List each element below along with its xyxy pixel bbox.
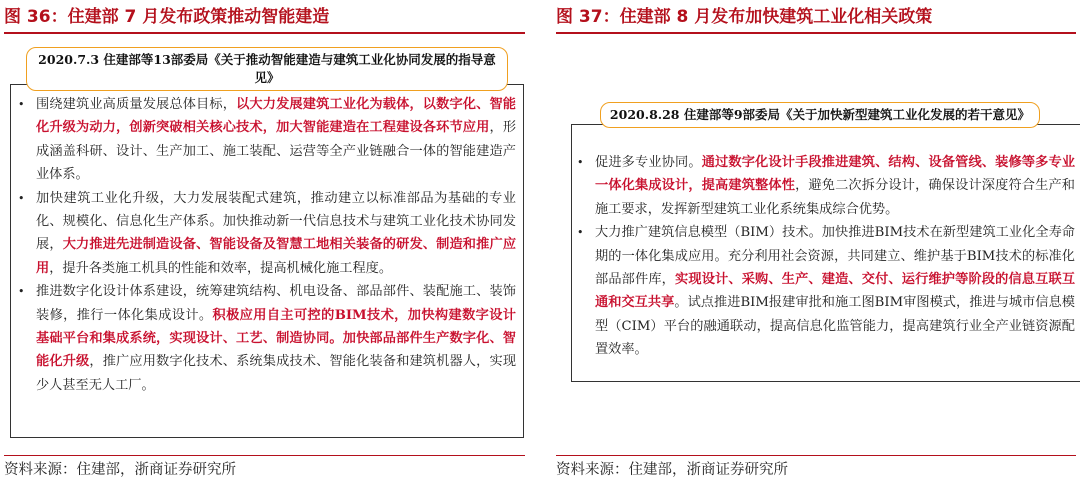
- right-figure-title: 图 37：住建部 8 月发布加快建筑工业化相关政策: [556, 7, 933, 27]
- bullet-icon: •: [18, 285, 25, 299]
- left-source-note: 资料来源：住建部，浙商证券研究所: [4, 462, 236, 478]
- highlighted-text: 积极应用自主可控的BIM技术，加快构建数字设计基础平台和集成系统，实现设计、工艺、制造协同。加快部品部件生产数字化、智能化升级: [36, 307, 516, 370]
- body-text: ，推广应用数字化技术、系统集成技术、智能化装备和建筑机器人，实现少人甚至无人工厂。: [36, 354, 517, 393]
- policy-list-item: [16, 187, 516, 281]
- body-text: 。试点推进BIM报建审批和施工图BIM审图模式，推进与城市信息模型（CIM）平台的融通联动，提高信息化监管能力，提高建筑行业全产业链资源配置效率。: [595, 295, 1075, 358]
- body-text: 加快建筑工业化升级，大力发展装配式建筑，推动建立以标准部品为基础的专业化、规模化、信息化生产体系。加快推动新一代信息技术与建筑工业化技术协同发展，: [36, 190, 516, 253]
- left-figure-title: 图 36：住建部 7 月发布政策推动智能建造: [4, 7, 330, 27]
- policy-list-item: [575, 151, 1075, 221]
- right-policy-heading: 2020.8.28 住建部等9部委局《关于加快新型建筑工业化发展的若干意见》: [600, 102, 1040, 128]
- body-text: 促进多专业协同。: [595, 155, 702, 170]
- bullet-icon: •: [18, 191, 25, 205]
- left-title-rule: [4, 32, 525, 34]
- policy-list-item: [16, 280, 516, 397]
- highlighted-text: 大力推进先进制造设备、智能设备及智慧工地相关装备的研发、制造和推广应用: [36, 237, 517, 276]
- body-text: ，提升各类施工机具的性能和效率，提高机械化施工程度。: [49, 260, 393, 276]
- bullet-icon: •: [577, 226, 584, 240]
- right-title-rule: [556, 32, 1076, 34]
- right-bottom-rule: [556, 455, 1076, 456]
- body-text: ，避免二次拆分设计，确保设计深度符合生产和施工要求，发挥新型建筑工业化系统集成综合优势。: [595, 178, 1075, 217]
- left-policy-heading: 2020.7.3 住建部等13部委局《关于推动智能建造与建筑工业化协同发展的指导意见》: [26, 47, 508, 91]
- right-source-note: 资料来源：住建部，浙商证券研究所: [556, 462, 788, 478]
- highlighted-text: 以大力发展建筑工业化为载体，以数字化、智能化升级为动力，创新突破相关核心技术，加大智能建造在工程建设各环节应用: [36, 97, 516, 136]
- body-text: 推进数字化设计体系建设，统筹建筑结构、机电设备、部品部件、装配施工、装饰装修，推行一体化集成设计。: [36, 284, 516, 323]
- highlighted-text: 通过数字化设计手段推进建筑、结构、设备管线、装修等多专业一体化集成设计，提高建筑整体性: [595, 155, 1076, 194]
- left-policy-list: [16, 93, 516, 397]
- body-text: 大力推广建筑信息模型（BIM）技术。加快推进BIM技术在新型建筑工业化全寿命期的一体化集成应用。充分利用社会资源，共同建立、维护基于BIM技术的标准化部品部件库，: [595, 225, 1075, 288]
- right-policy-list: [575, 151, 1075, 362]
- body-text: ，形成涵盖科研、设计、生产加工、施工装配、运营等全产业链融合一体的智能建造产业体系。: [36, 120, 517, 183]
- body-text: 围绕建筑业高质量发展总体目标，: [36, 97, 237, 112]
- policy-list-item: [16, 93, 516, 187]
- policy-list-item: [575, 221, 1075, 361]
- bullet-icon: •: [577, 156, 584, 169]
- bullet-icon: •: [18, 98, 25, 111]
- left-bottom-rule: [4, 455, 525, 456]
- highlighted-text: 实现设计、采购、生产、建造、交付、运行维护等阶段的信息互联互通和交互共享: [595, 272, 1076, 311]
